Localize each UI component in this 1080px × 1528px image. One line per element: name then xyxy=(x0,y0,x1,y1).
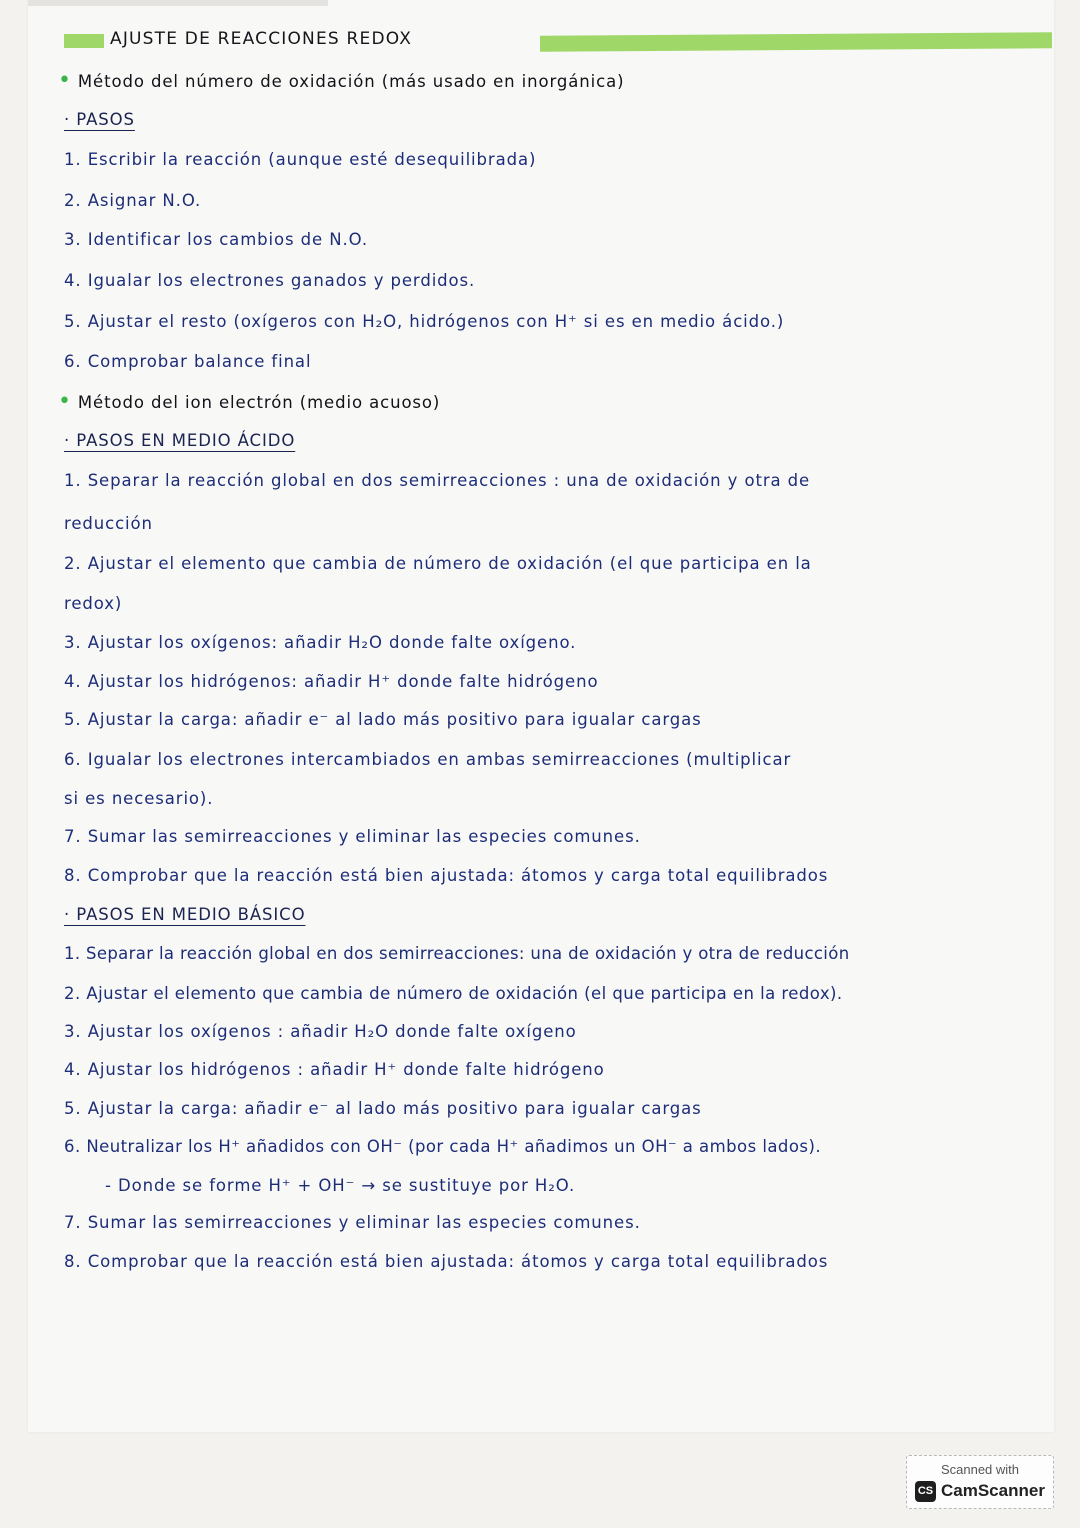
method1-label-row xyxy=(58,68,624,93)
acid-step: 1. Separar la reacción global en dos semirreacciones : una de oxidación y otra de xyxy=(64,471,811,490)
acid-step: 5. Ajustar la carga: añadir e⁻ al lado más positivo para igualar cargas xyxy=(64,710,702,729)
basic-heading: · PASOS EN MEDIO BÁSICO xyxy=(64,905,306,924)
acid-step: reducción xyxy=(64,514,153,533)
basic-step: 6. Neutralizar los H⁺ añadidos con OH⁻ (por cada H⁺ añadimos un OH⁻ a ambos lados). xyxy=(64,1137,822,1156)
method1-label: Método del número de oxidación (más usado en inorgánica) xyxy=(77,72,625,91)
method1-step: 3. Identificar los cambios de N.O. xyxy=(64,230,368,249)
camscanner-logo-icon: CS xyxy=(915,1481,936,1502)
method2-label: Método del ion electrón (medio acuoso) xyxy=(77,393,441,412)
method2-label-row xyxy=(58,389,440,414)
acid-step: 6. Igualar los electrones intercambiados en ambas semirreacciones (multiplicar xyxy=(64,750,792,769)
basic-step: 8. Comprobar que la reacción está bien ajustada: átomos y carga total equilibrados xyxy=(64,1252,829,1271)
bullet-icon: • xyxy=(58,389,72,414)
acid-step: 2. Ajustar el elemento que cambia de número de oxidación (el que participa en la xyxy=(64,554,812,573)
method1-step: 6. Comprobar balance final xyxy=(64,352,312,371)
page-title: AJUSTE DE REACCIONES REDOX xyxy=(110,29,413,49)
basic-substep: - Donde se forme H⁺ + OH⁻ → se sustituye por H₂O. xyxy=(105,1176,576,1195)
method1-step: 5. Ajustar el resto (oxígeros con H₂O, hidrógenos con H⁺ si es en medio ácido.) xyxy=(64,312,785,331)
method1-step: 1. Escribir la reacción (aunque esté desequilibrada) xyxy=(64,150,537,169)
acid-heading: · PASOS EN MEDIO ÁCIDO xyxy=(64,431,296,450)
basic-step: 2. Ajustar el elemento que cambia de número de oxidación (el que participa en la redox). xyxy=(64,984,843,1003)
method1-heading: · PASOS xyxy=(64,110,135,129)
acid-step: 7. Sumar las semirreacciones y eliminar las especies comunes. xyxy=(64,827,641,846)
basic-step: 1. Separar la reacción global en dos semirreacciones: una de oxidación y otra de reducción xyxy=(64,944,850,963)
basic-step: 4. Ajustar los hidrógenos : añadir H⁺ donde falte hidrógeno xyxy=(64,1060,605,1079)
method1-step: 2. Asignar N.O. xyxy=(64,191,202,210)
basic-step: 3. Ajustar los oxígenos : añadir H₂O donde falte oxígeno xyxy=(64,1022,577,1041)
acid-step: 8. Comprobar que la reacción está bien ajustada: átomos y carga total equilibrados xyxy=(64,866,829,885)
acid-step: 4. Ajustar los hidrógenos: añadir H⁺ donde falte hidrógeno xyxy=(64,672,599,691)
camscanner-brand-text: CamScanner xyxy=(941,1481,1045,1500)
camscanner-brand xyxy=(915,1481,1045,1502)
title-highlight-left xyxy=(64,34,104,48)
basic-step: 5. Ajustar la carga: añadir e⁻ al lado más positivo para igualar cargas xyxy=(64,1099,702,1118)
camscanner-badge xyxy=(906,1455,1054,1509)
scanned-with-text: Scanned with xyxy=(940,1462,1020,1477)
acid-step: 3. Ajustar los oxígenos: añadir H₂O donde falte oxígeno. xyxy=(64,633,577,652)
acid-step: redox) xyxy=(64,594,123,613)
acid-step: si es necesario). xyxy=(64,789,214,808)
page-edge-shadow xyxy=(28,0,328,6)
bullet-icon: • xyxy=(58,68,72,93)
method1-step: 4. Igualar los electrones ganados y perdidos. xyxy=(64,271,476,290)
basic-step: 7. Sumar las semirreacciones y eliminar las especies comunes. xyxy=(64,1213,641,1232)
